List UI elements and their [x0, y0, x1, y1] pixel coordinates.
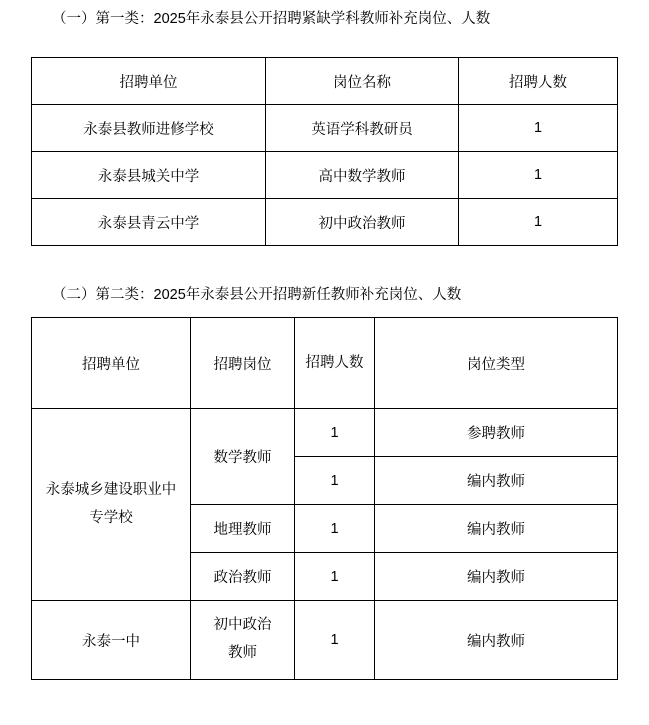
column-header-post-type: 岗位类型	[375, 318, 618, 409]
cell-count: 1	[295, 601, 375, 680]
table-header-row	[32, 318, 618, 409]
cell-unit: 永泰一中	[32, 601, 191, 680]
cell-post: 地理教师	[191, 505, 295, 553]
cell-unit: 永泰县青云中学	[32, 199, 266, 246]
cell-unit-line-1: 永泰城乡建设职业中	[45, 481, 177, 498]
section-heading-2: （二）第二类：2025年永泰县公开招聘新任教师补充岗位、人数	[52, 287, 462, 303]
cell-post: 政治教师	[191, 553, 295, 601]
table-header-row	[32, 58, 618, 105]
table-row	[32, 105, 618, 152]
cell-count: 1	[459, 152, 618, 199]
cell-post-line-2: 教师	[228, 645, 257, 661]
table-row	[32, 199, 618, 246]
cell-unit: 永泰县教师进修学校	[32, 105, 266, 152]
table-row	[32, 152, 618, 199]
column-header-unit: 招聘单位	[32, 318, 191, 409]
column-header-count: 招聘人数	[459, 58, 618, 105]
cell-post-type: 编内教师	[375, 505, 618, 553]
recruitment-table-category-2	[31, 317, 618, 680]
cell-count: 1	[295, 457, 375, 505]
cell-post-line-1: 初中政治	[213, 617, 272, 634]
column-header-post-name: 岗位名称	[266, 58, 459, 105]
cell-post-type: 参聘教师	[375, 409, 618, 457]
cell-count: 1	[459, 105, 618, 152]
column-header-unit: 招聘单位	[32, 58, 266, 105]
cell-post-type: 编内教师	[375, 553, 618, 601]
cell-post: 数学教师	[191, 409, 295, 505]
section-heading-1: （一）第一类：2025年永泰县公开招聘紧缺学科教师补充岗位、人数	[52, 11, 491, 27]
cell-post-name: 高中数学教师	[266, 152, 459, 199]
cell-unit-line-2: 专学校	[89, 509, 133, 526]
cell-unit	[32, 409, 191, 601]
cell-post-type: 编内教师	[375, 457, 618, 505]
column-header-count: 招聘人数	[295, 318, 375, 409]
cell-count: 1	[295, 553, 375, 601]
cell-unit: 永泰县城关中学	[32, 152, 266, 199]
table-row	[32, 601, 618, 680]
recruitment-table-category-1	[31, 57, 618, 246]
cell-count: 1	[459, 199, 618, 246]
table-row	[32, 409, 618, 457]
cell-post-name: 初中政治教师	[266, 199, 459, 246]
column-header-post: 招聘岗位	[191, 318, 295, 409]
cell-post-name: 英语学科教研员	[266, 105, 459, 152]
cell-count: 1	[295, 505, 375, 553]
cell-post-type: 编内教师	[375, 601, 618, 680]
cell-count: 1	[295, 409, 375, 457]
cell-post	[191, 601, 295, 680]
